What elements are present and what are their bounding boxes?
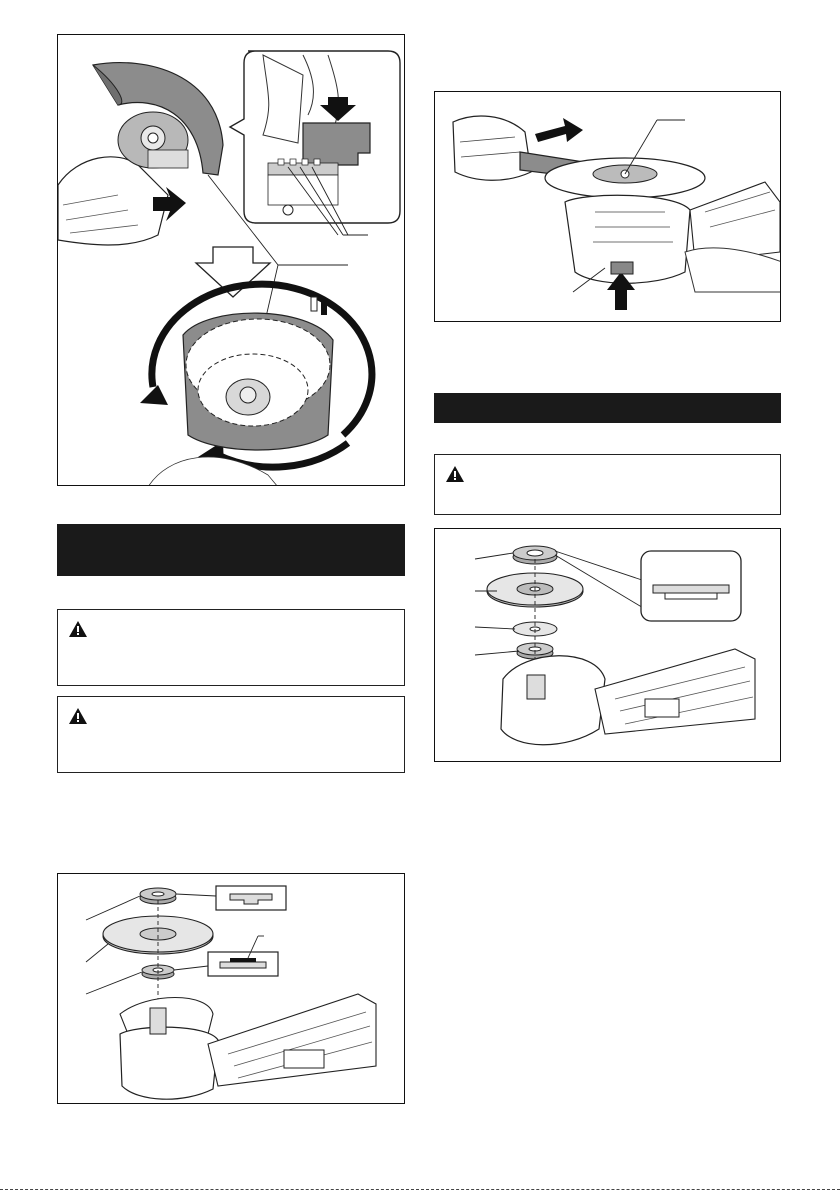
figure-guard-installation bbox=[57, 34, 405, 486]
figure-wheel-assembly-right bbox=[434, 528, 781, 762]
shaft-lock-illustration bbox=[435, 92, 781, 322]
warning-box-right bbox=[434, 454, 781, 515]
warning-box-left-1 bbox=[57, 609, 405, 686]
warning-triangle-icon bbox=[445, 465, 465, 483]
arrow-icon bbox=[140, 385, 168, 405]
warning-box-left-2 bbox=[57, 696, 405, 773]
page-bottom-rule bbox=[0, 1189, 840, 1190]
section-heading-bar-left bbox=[57, 524, 405, 576]
section-heading-bar-right bbox=[434, 393, 781, 423]
guard-installation-illustration bbox=[58, 35, 405, 486]
figure-wheel-assembly-left bbox=[57, 873, 405, 1104]
warning-triangle-icon bbox=[68, 620, 88, 638]
warning-triangle-icon bbox=[68, 707, 88, 725]
wheel-assembly-illustration bbox=[435, 529, 781, 762]
arrow-icon bbox=[535, 118, 583, 142]
figure-shaft-lock-wrench bbox=[434, 91, 781, 322]
wheel-assembly-illustration bbox=[58, 874, 405, 1104]
